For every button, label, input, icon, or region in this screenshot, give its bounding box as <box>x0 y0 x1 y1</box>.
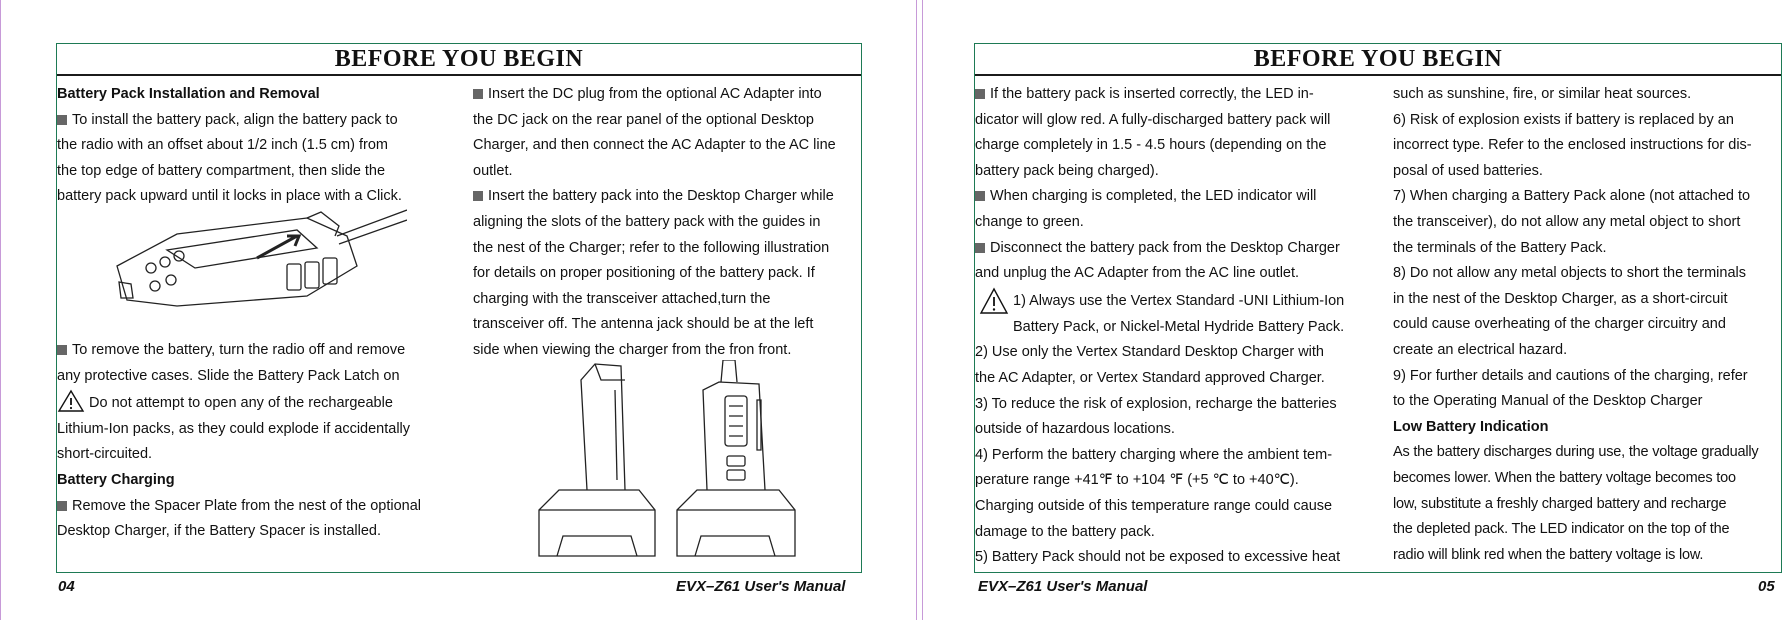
page-title: BEFORE YOU BEGIN <box>975 44 1781 76</box>
paragraph-cautions-continued: such as sunshine, fire, or similar heat sources. 6) Risk of explosion exists if battery is replaced by an incorrect type. Refer to the enclosed instructions for dis- posal of used batteries. 7) When charging a Battery Pack alone (not attached to the transceiver), do not allow any metal object to short the terminals of the Battery Pack. 8) Do not allow any metal objects to short the terminals in the nest of the Desktop Charger, as a short-circuit could cause overheating of the charger circuitry and create an electrical hazard. 9) For further details and cautions of the charging, refer to the Operating Manual of the Desktop Charger <box>1393 86 1752 410</box>
left-page <box>56 43 862 573</box>
bullet-square-icon <box>57 345 67 355</box>
section-heading-charging: Battery Charging <box>57 471 175 488</box>
paragraph-complete: When charging is completed, the LED indicator will change to green. <box>975 188 1317 230</box>
page-number-left: 04 <box>58 578 75 595</box>
manual-title-left: EVX–Z61 User's Manual <box>676 578 846 595</box>
fold-line-left <box>916 0 917 620</box>
paragraph-remove: To remove the battery, turn the radio off and remove any protective cases. Slide the Battery Pack Latch on Do not attempt to open any of the rechargeable Lithium-Ion packs, as they could explode if accidentally short-circuited. Battery Charging Remove the Spacer Plate from the nest of the optional Desktop Charger, if the Battery Spacer is installed. <box>57 342 422 540</box>
paragraph-install: To install the battery pack, align the battery pack to the radio with an offset about 1/2 inch (1.5 cm) from the top edge of battery compartment, then slide the battery pack upward until it locks in place with a Click. <box>57 111 402 205</box>
section-heading-install: Battery Pack Installation and Removal <box>57 86 320 102</box>
paragraph-caution-list: 1) Always use the Vertex Standard -UNI Lithium-Ion Battery Pack, or Nickel-Metal Hydride Battery Pack. 2) Use only the Vertex Standard Desktop Charger with the AC Adapter, or Vertex Standard approved Charger. 3) To reduce the risk of explosion, recharge the batteries outside of hazardous locations. 4) Perform the battery charging where the ambient tem- perature range +41℉ to +104 ℉ (+5 ℃ to +40℃). Charging outside of this temperature range could cause damage to the battery pack. 5) Battery Pack should not be exposed to excessive heat <box>975 287 1390 571</box>
bullet-square-icon <box>57 115 67 125</box>
left-column-2 <box>473 82 863 364</box>
right-page <box>974 43 1782 573</box>
paragraph-disconnect: Disconnect the battery pack from the Desktop Charger and unplug the AC Adapter from the AC line outlet. <box>975 239 1340 282</box>
radio-battery-illustration <box>107 206 407 316</box>
right-column-1 <box>975 82 1390 571</box>
paragraph-led: If the battery pack is inserted correctly, the LED in- dicator will glow red. A fully-discharged battery pack will charge completely in 1.5 - 4.5 hours (depending on the battery pack being charged). <box>975 86 1331 179</box>
fold-line-right <box>922 0 923 620</box>
desktop-charger-illustration <box>529 360 819 572</box>
warning-triangle-icon <box>979 287 1009 315</box>
bullet-square-icon <box>473 191 483 201</box>
right-column-2 <box>1393 82 1783 568</box>
bullet-square-icon <box>975 89 985 99</box>
paragraph-low-battery: As the battery discharges during use, the voltage gradually becomes lower. When the battery voltage becomes too low, substitute a freshly charged battery and recharge the depleted pack. The LED indicator on the top of the radio will blink red when the battery voltage is low. <box>1393 444 1759 563</box>
page-title: BEFORE YOU BEGIN <box>57 44 861 76</box>
left-edge-line <box>0 0 1 620</box>
bullet-square-icon <box>473 89 483 99</box>
bullet-square-icon <box>975 191 985 201</box>
left-column-1 <box>57 82 467 540</box>
manual-title-right: EVX–Z61 User's Manual <box>978 578 1148 595</box>
section-heading-low-battery: Low Battery Indication <box>1393 418 1549 435</box>
paragraph-dc-plug: Insert the DC plug from the optional AC Adapter into the DC jack on the rear panel of the optional Desktop Charger, and then connect the AC Adapter to the AC line outlet. <box>473 86 836 179</box>
warning-triangle-icon <box>57 389 85 413</box>
page-number-right: 05 <box>1758 578 1775 595</box>
paragraph-insert-battery: Insert the battery pack into the Desktop Charger while aligning the slots of the battery pack with the guides in the nest of the Charger; refer to the following illustration for details on proper positioning of the battery pack. If charging with the transceiver attached,turn the transceiver off. The antenna jack should be at the left side when viewing the charger from the fron front. <box>473 188 834 358</box>
bullet-square-icon <box>975 243 985 253</box>
bullet-square-icon <box>57 501 67 511</box>
